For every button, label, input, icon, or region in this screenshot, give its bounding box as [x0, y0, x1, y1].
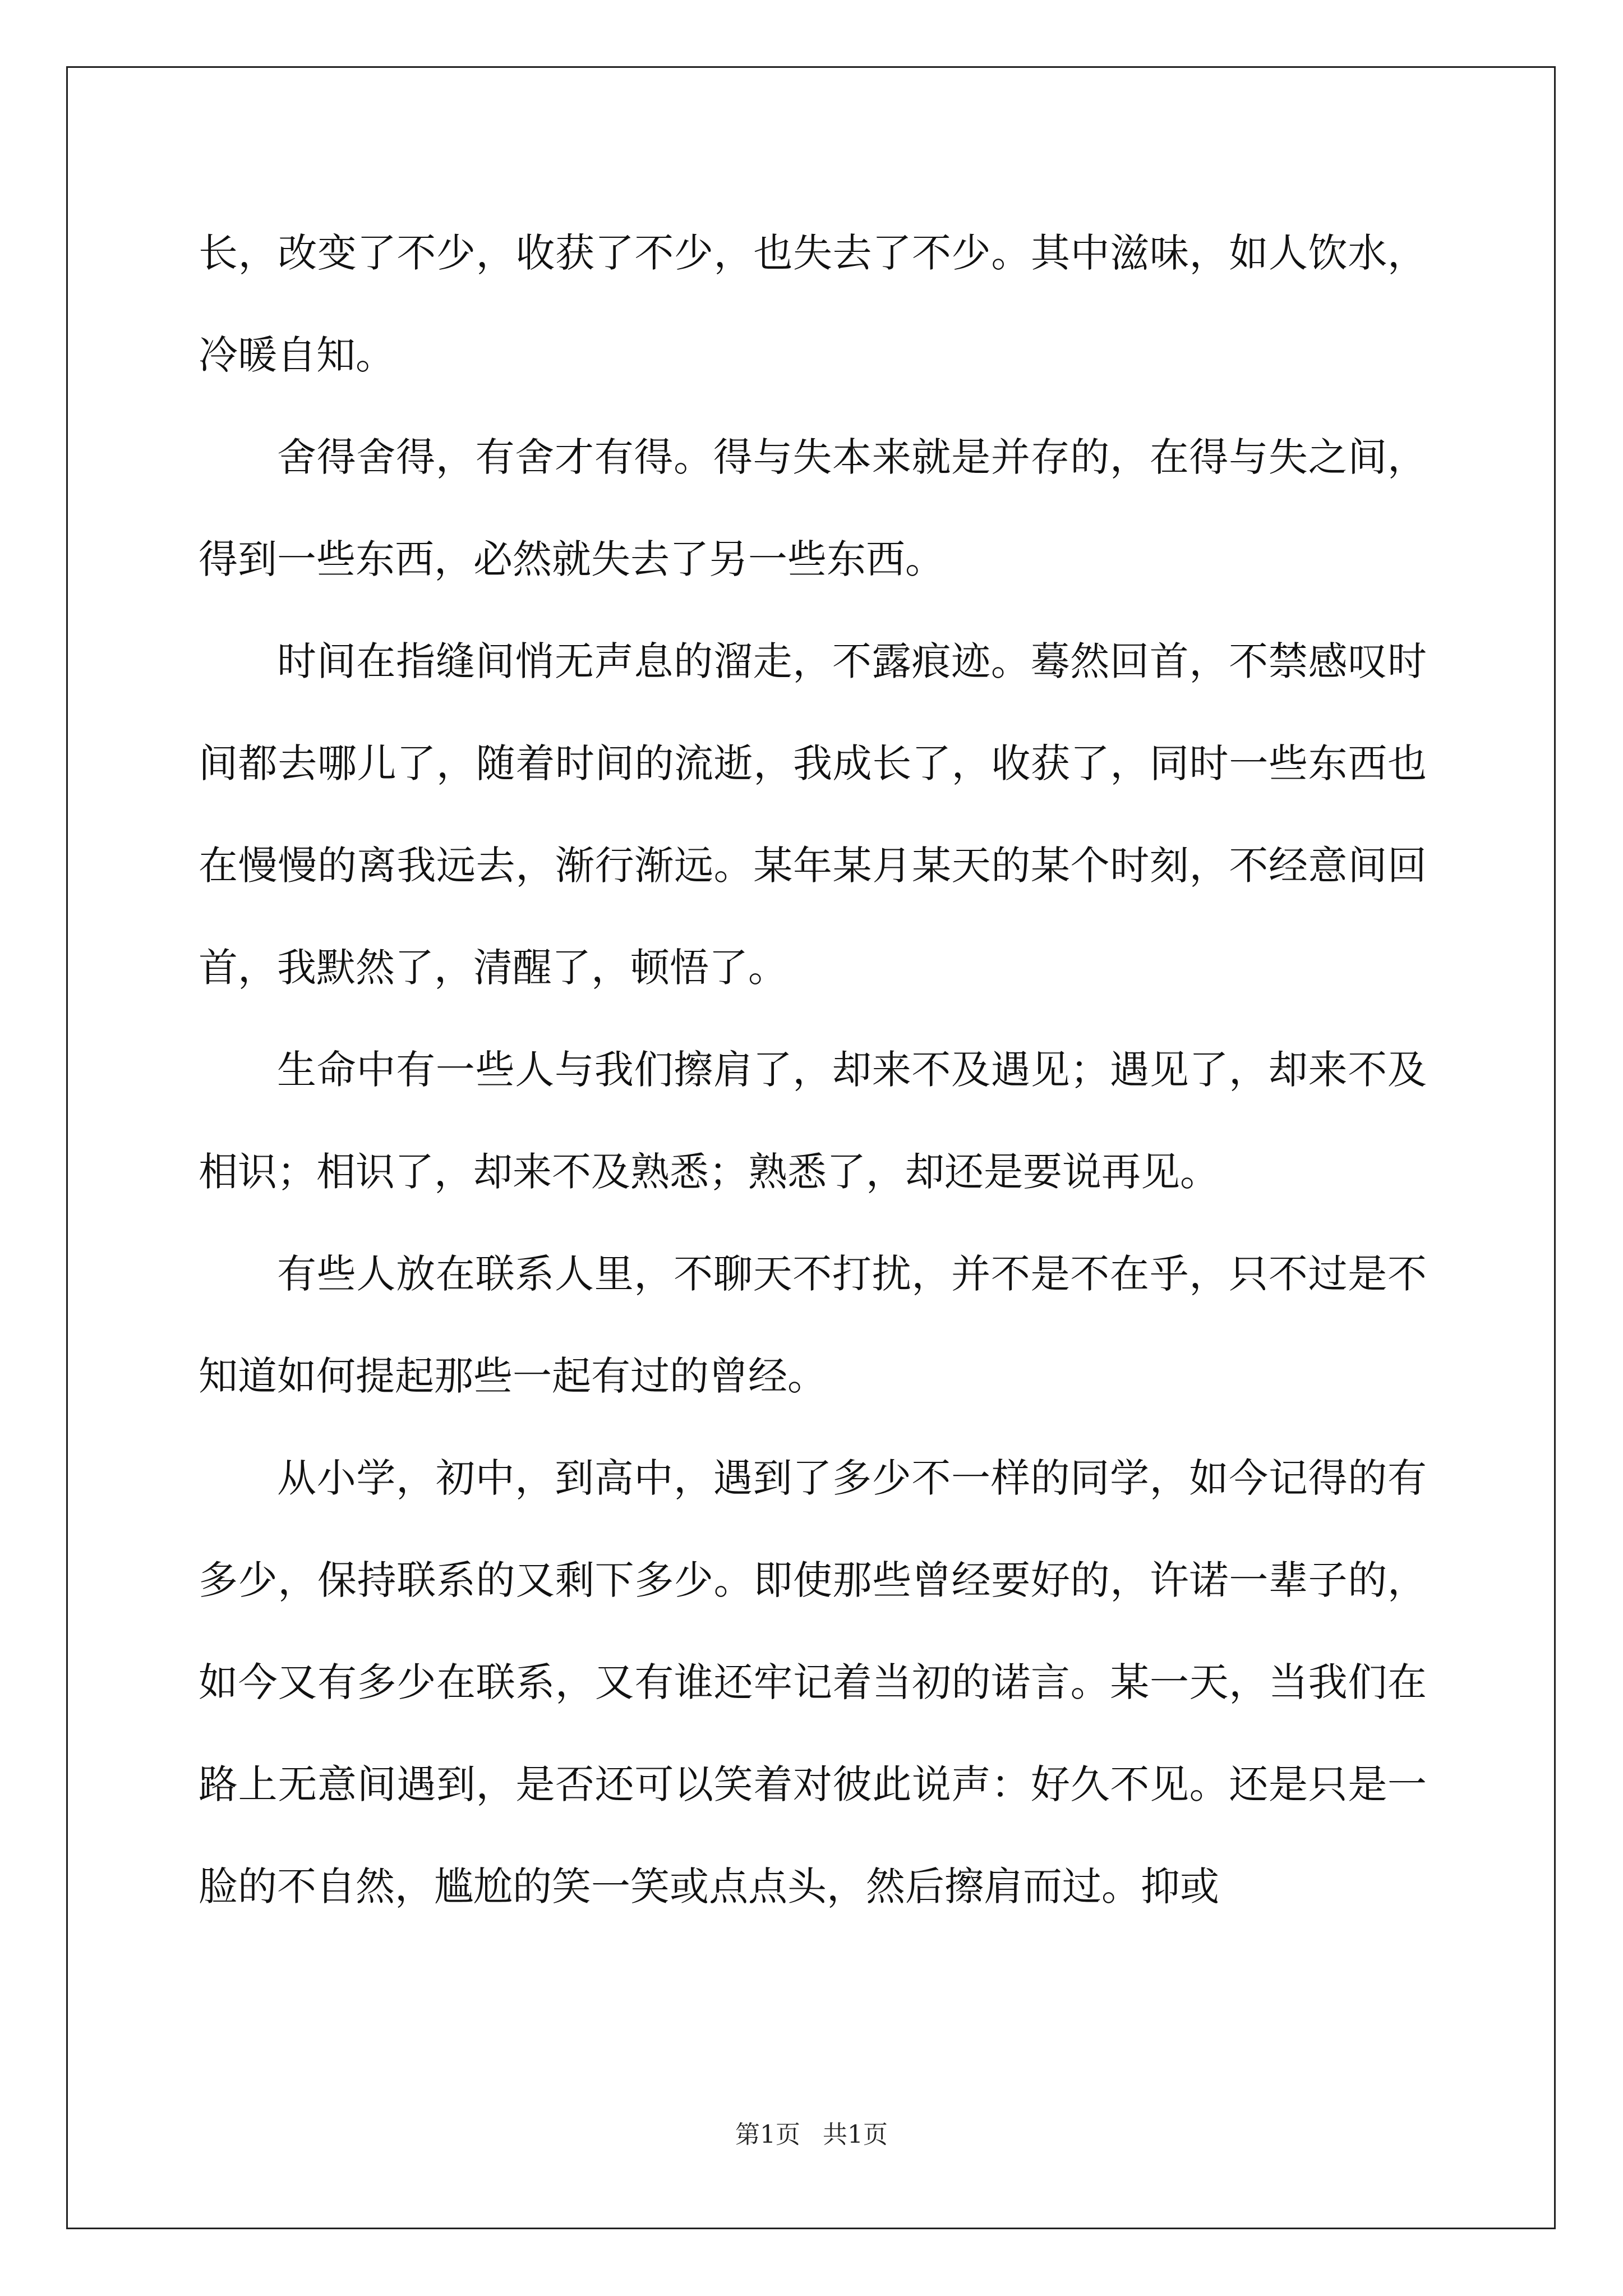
- paragraph-6: 从小学，初中，到高中，遇到了多少不一样的同学，如今记得的有多少，保持联系的又剩下多少。即使那些曾经要好的，许诺一辈子的，如今又有多少在联系，又有谁还牢记着当初的诺言。某一天，当我们在路上无意间遇到，是否还可以笑着对彼此说声：好久不见。还是只是一脸的不自然，尴尬的笑一笑或点点头，然后擦肩而过。抑或: [199, 1455, 1427, 1910]
- page-number: 第1页: [735, 2120, 800, 2149]
- paragraph-3: 时间在指缝间悄无声息的溜走，不露痕迹。蓦然回首，不禁感叹时间都去哪儿了，随着时间的流逝，我成长了，收获了，同时一些东西也在慢慢的离我远去，渐行渐远。某年某月某天的某个时刻，不经意间回首，我默然了，清醒了，顿悟了。: [199, 638, 1427, 991]
- paragraph-5: 有些人放在联系人里，不聊天不打扰，并不是不在乎，只不过是不知道如何提起那些一起有过的曾经。: [199, 1251, 1427, 1399]
- page-total: 共1页: [823, 2120, 888, 2149]
- paragraph-2: 舍得舍得，有舍才有得。得与失本来就是并存的，在得与失之间，得到一些东西，必然就失去了另一些东西。: [199, 434, 1427, 582]
- paragraph-4: 生命中有一些人与我们擦肩了，却来不及遇见；遇见了，却来不及相识；相识了，却来不及熟悉；熟悉了，却还是要说再见。: [199, 1047, 1427, 1195]
- page-footer: [0, 2119, 1623, 2151]
- document-body: [199, 202, 1427, 1938]
- paragraph-1: 长，改变了不少，收获了不少，也失去了不少。其中滋味，如人饮水，冷暖自知。: [199, 230, 1427, 378]
